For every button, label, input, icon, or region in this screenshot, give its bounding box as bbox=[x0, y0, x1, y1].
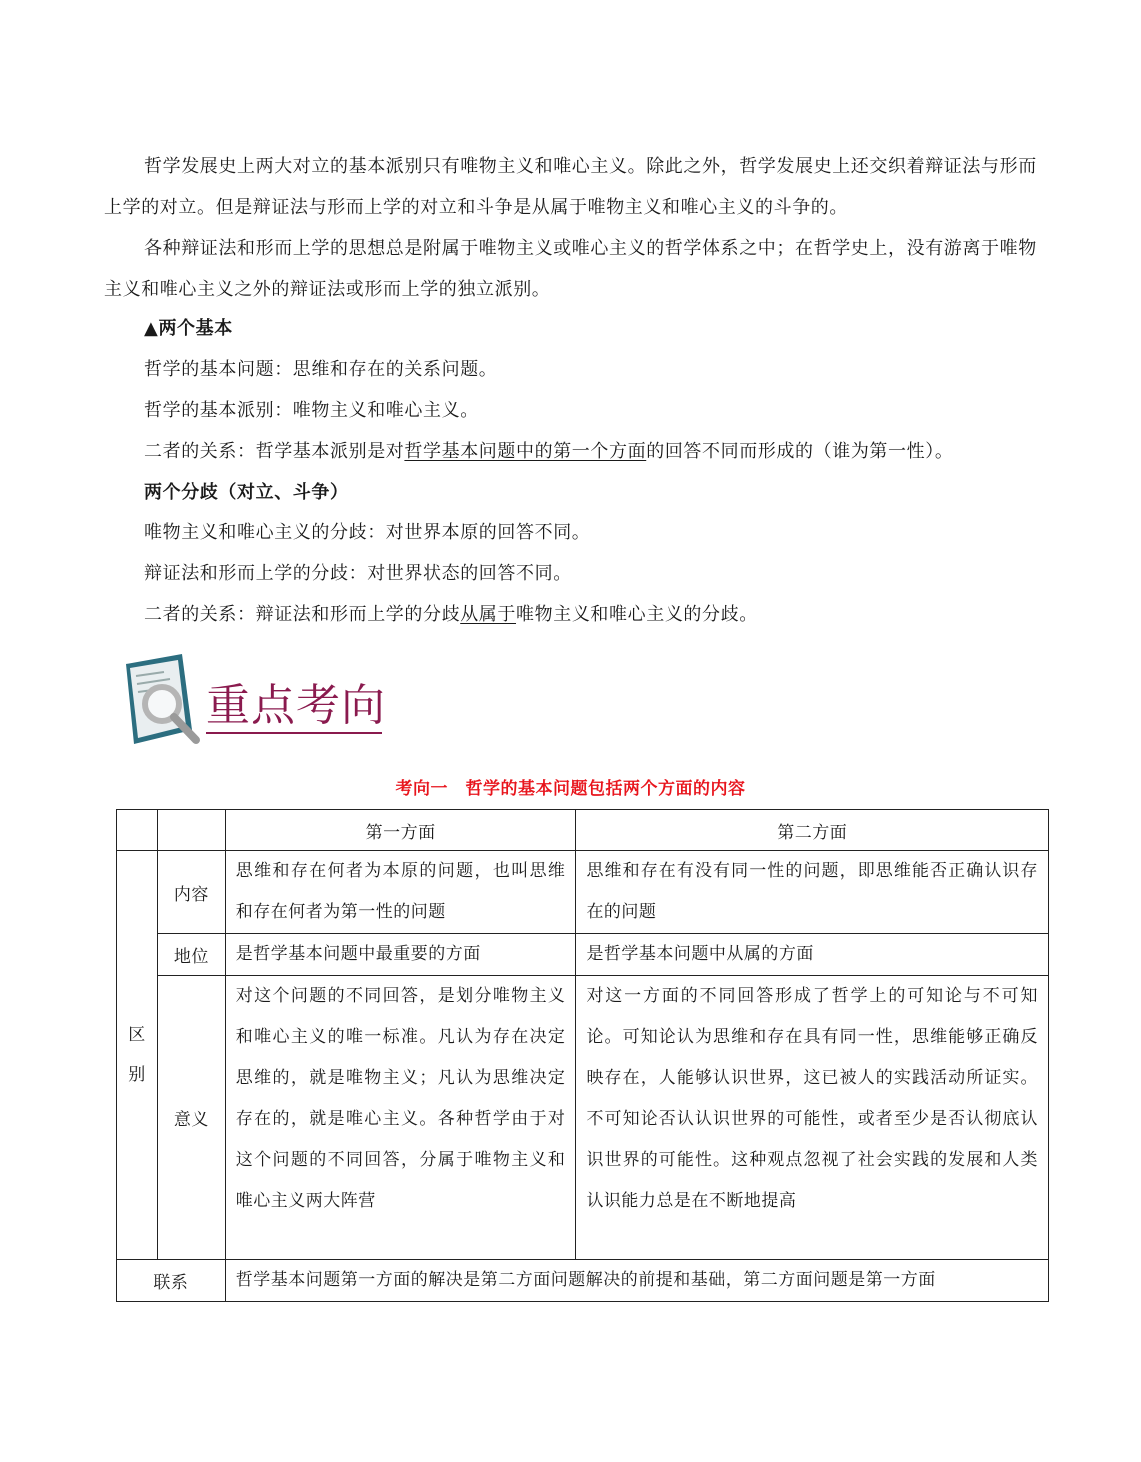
relation-1-text-b: 的回答不同而形成的（谁为第一性）。 bbox=[646, 441, 954, 462]
section-heading-two-basics: ▲两个基本 bbox=[144, 318, 233, 339]
dialectics-metaphysics-line: 辩证法和形而上学的分歧：对世界状态的回答不同。 bbox=[144, 563, 572, 584]
significance-first-aspect: 对这个问题的不同回答，是划分唯物主义和唯心主义的唯一标准。凡认为存在决定思维的，就是唯物主义；凡认为思维决定存在的，就是唯心主义。各种哲学由于对这个问题的不同回答，分属于唯物主义和唯心主义两大阵营 bbox=[225, 976, 576, 1260]
materialism-idealism-line: 唯物主义和唯心主义的分歧：对世界本原的回答不同。 bbox=[144, 522, 591, 543]
section-heading-two-divergences: 两个分歧（对立、斗争） bbox=[144, 482, 349, 503]
table-row bbox=[117, 934, 1049, 976]
paragraph-1: 哲学发展史上两大对立的基本派别只有唯物主义和唯心主义。除此之外，哲学发展史上还交织着辩证法与形而上学的对立。但是辩证法与形而上学的对立和斗争是从属于唯物主义和唯心主义的斗争的。 bbox=[104, 156, 1037, 218]
basic-schools-line: 哲学的基本派别：唯物主义和唯心主义。 bbox=[144, 400, 479, 421]
table-row bbox=[117, 851, 1049, 934]
content-second-aspect: 思维和存在有没有同一性的问题，即思维能否正确认识存在的问题 bbox=[576, 851, 1049, 934]
significance-second-aspect: 对这一方面的不同回答形成了哲学上的可知论与不可知论。可知论认为思维和存在具有同一性，思维能够正确反映存在，人能够认识世界，这已被人的实践活动所证实。不可知论否认认识世界的可能性，或者至少是否认彻底认识世界的可能性。这种观点忽视了社会实践的发展和人类认识能力总是在不断地提高 bbox=[576, 976, 1049, 1260]
row-label-link: 联系 bbox=[117, 1260, 226, 1302]
relation-1-underlined: 哲学基本问题中的第一个方面 bbox=[404, 441, 647, 462]
header-first-aspect: 第一方面 bbox=[225, 810, 576, 851]
comparison-table bbox=[116, 809, 1049, 1302]
relation-line-1 bbox=[144, 441, 953, 463]
basic-question-line: 哲学的基本问题：思维和存在的关系问题。 bbox=[144, 359, 498, 380]
link-text: 哲学基本问题第一方面的解决是第二方面问题解决的前提和基础，第二方面问题是第一方面 bbox=[225, 1260, 1048, 1302]
relation-1-text-a: 二者的关系：哲学基本派别是对 bbox=[144, 441, 405, 462]
header-empty-cell-2 bbox=[158, 810, 226, 851]
content-first-aspect: 思维和存在何者为本原的问题，也叫思维和存在何者为第一性的问题 bbox=[225, 851, 576, 934]
group-label-char-1: 区 bbox=[128, 1025, 146, 1045]
relation-2-text-b: 唯物主义和唯心主义的分歧。 bbox=[516, 604, 758, 625]
row-label-content: 内容 bbox=[158, 851, 226, 934]
paragraph-2: 各种辩证法和形而上学的思想总是附属于唯物主义或唯心主义的哲学体系之中；在哲学史上，没有游离于唯物主义和唯心主义之外的辩证法或形而上学的独立派别。 bbox=[104, 238, 1037, 300]
relation-2-underlined: 从属于 bbox=[460, 604, 517, 625]
header-empty-cell-1 bbox=[117, 810, 158, 851]
relation-2-text-a: 二者的关系：辩证法和形而上学的分歧 bbox=[144, 604, 461, 625]
table-row bbox=[117, 976, 1049, 1260]
group-label-char-2: 别 bbox=[128, 1065, 146, 1085]
group-label-difference bbox=[117, 851, 158, 1260]
banner-underline bbox=[206, 732, 382, 734]
table-header-row bbox=[117, 810, 1049, 851]
relation-line-2 bbox=[144, 604, 758, 626]
row-label-status: 地位 bbox=[158, 934, 226, 976]
status-first-aspect: 是哲学基本问题中最重要的方面 bbox=[225, 934, 576, 976]
status-second-aspect: 是哲学基本问题中从属的方面 bbox=[576, 934, 1049, 976]
table-title: 考向一 哲学的基本问题包括两个方面的内容 bbox=[395, 779, 746, 799]
header-second-aspect: 第二方面 bbox=[576, 810, 1049, 851]
table-row-link bbox=[117, 1260, 1049, 1302]
banner-title: 重点考向 bbox=[206, 680, 386, 731]
row-label-significance: 意义 bbox=[158, 976, 226, 1260]
